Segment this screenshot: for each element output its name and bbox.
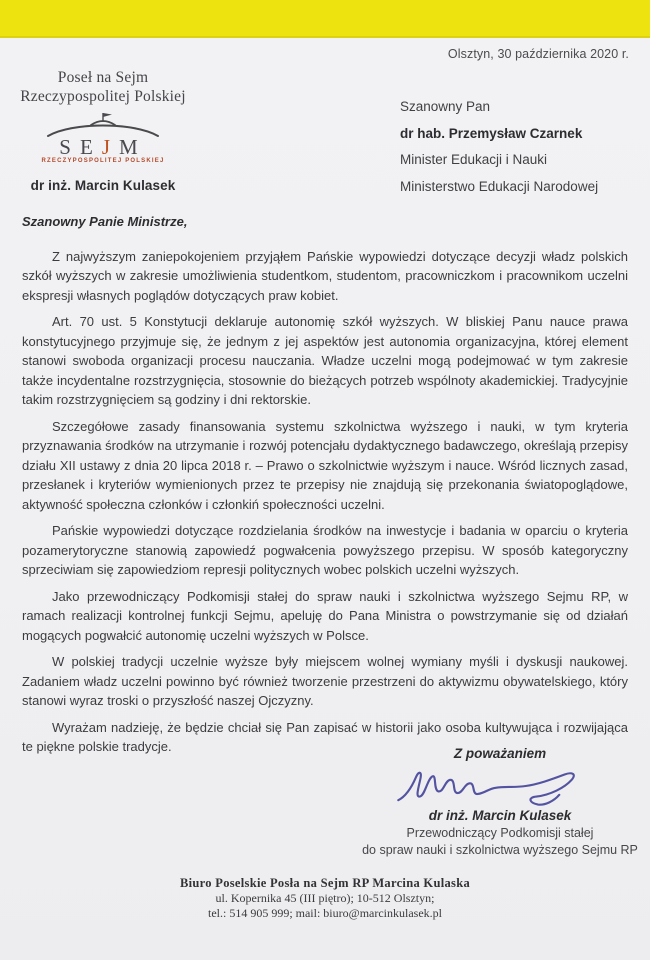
footer-address: ul. Kopernika 45 (III piętro); 10-512 Olsztyn; (215, 891, 435, 905)
sender-title-line2: Rzeczypospolitej Polskiej (20, 88, 186, 105)
sender-title (18, 68, 188, 106)
sejm-logo-subtext: RZECZYPOSPOLITEJ POLSKIEJ (41, 158, 165, 164)
sejm-logo (18, 110, 188, 164)
paragraph-5: Jako przewodniczący Podkomisji stałej do spraw nauki i szkolnictwa wyższego Sejmu RP, w ramach realizacji kontrolnej funkcji Sejmu, apeluję do Pana Ministra o powstrzymanie się od działań mogących pogwałcić autonomię uczelni wyższych w Polsce. (22, 588, 628, 643)
recipient-block (400, 94, 598, 200)
sejm-dome-icon (44, 110, 162, 160)
footer-office-name: Biuro Poselskie Posła na Sejm RP Marcina Kulaska (180, 876, 470, 890)
paragraph-3: Szczegółowe zasady finansowania systemu szkolnictwa wyższego i nauki, w tym kryteria przyznawania środków na utrzymanie i rozwój potencjału dydaktycznego badawczego, określają przepisy działu XII ustawy z dnia 20 lipca 2018 r. – Prawo o szkolnictwie wyższym i nauce. Wśród licznych zasad, przesłanek i kryteriów wymienionych przez te przepisy nie znajdują się przekonania światopoglądowe, aktywność społeczna członków i członkiń społeczności uczelni. (22, 418, 628, 512)
signature-name: dr inż. Marcin Kulasek (428, 808, 572, 823)
recipient-name: dr hab. Przemysław Czarnek (400, 125, 583, 141)
signature-title (358, 825, 642, 859)
office-footer (0, 876, 650, 920)
paragraph-1: Z najwyższym zaniepokojeniem przyjąłem Pańskie wypowiedzi dotyczące decyzji władz polskich szkół wyższych w zakresie umożliwienia studentkom, studentom, pracowniczkom i pracownikom uczelni ekspresji własnych poglądów dotyczących praw kobiet. (22, 248, 628, 303)
body-salutation: Szanowny Panie Ministrze, (22, 214, 188, 229)
date-line: Olsztyn, 30 października 2020 r. (447, 47, 629, 61)
recipient-institution: Ministerstwo Edukacji Narodowej (400, 178, 599, 194)
paragraph-7: Wyrażam nadzieję, że będzie chciał się Pan zapisać w historii jako osoba kultywująca i rozwijająca te piękne polskie tradycje. (22, 719, 628, 754)
signature-title-line2: do spraw nauki i szkolnictwa wyższego Sejmu RP (362, 843, 638, 857)
recipient-role: Minister Edukacji i Nauki (400, 152, 548, 167)
signature-title-line1: Przewodniczący Podkomisji stałej (406, 826, 594, 840)
letterhead-yellow-band (0, 0, 650, 38)
paragraph-4: Pańskie wypowiedzi dotyczące rozdzielania środków na inwestycje i badania w oparciu o kryteria pozamerytoryczne stanowią zapowiedź pogwałcenia powyższego przepisu. W sposób kategoryczny sprzeciwiam się zapowiedziom represji politycznych wobec polskich uczelni wyższych. (22, 523, 628, 577)
sender-title-line1: Poseł na Sejm (57, 69, 149, 86)
sender-name: dr inż. Marcin Kulasek (30, 178, 176, 193)
recipient-salutation: Szanowny Pan (400, 99, 491, 114)
closing-block (358, 746, 642, 859)
footer-contact: tel.: 514 905 999; mail: biuro@marcinkulasek.pl (207, 905, 442, 920)
signature-ink-icon (380, 763, 620, 809)
valediction: Z poważaniem (453, 746, 547, 761)
paragraph-6: W polskiej tradycji uczelnie wyższe były miejscem wolnej wymiany myśli i dyskusji naukowej. Zadaniem władz uczelni powinno być również tworzenie przestrzeni do aktywizmu obywatelskiego, który stanowi wyraz troski o przyszłość naszej Ojczyzny. (22, 654, 628, 708)
letter-body (22, 212, 628, 764)
paragraph-2: Art. 70 ust. 5 Konstytucji deklaruje autonomię szkół wyższych. W bliskiej Panu nauce prawa konstytucyjnego przyjmuje się, że jednym z jej aspektów jest autonomia organizacyjna, której element stanowi swoboda organizacji procesu nauczania. Władze uczelni mogą podejmować w tym zakresie także incydentalne rozstrzygnięcia, stosownie do bieżących potrzeb wspólnoty akademickiej. Tradycyjnie takim rozstrzygnięciem są godziny i dni rektorskie. (22, 314, 628, 407)
sejm-logo-letters: SEJM (59, 135, 147, 159)
handwritten-signature (358, 763, 642, 814)
sender-block (18, 68, 188, 193)
